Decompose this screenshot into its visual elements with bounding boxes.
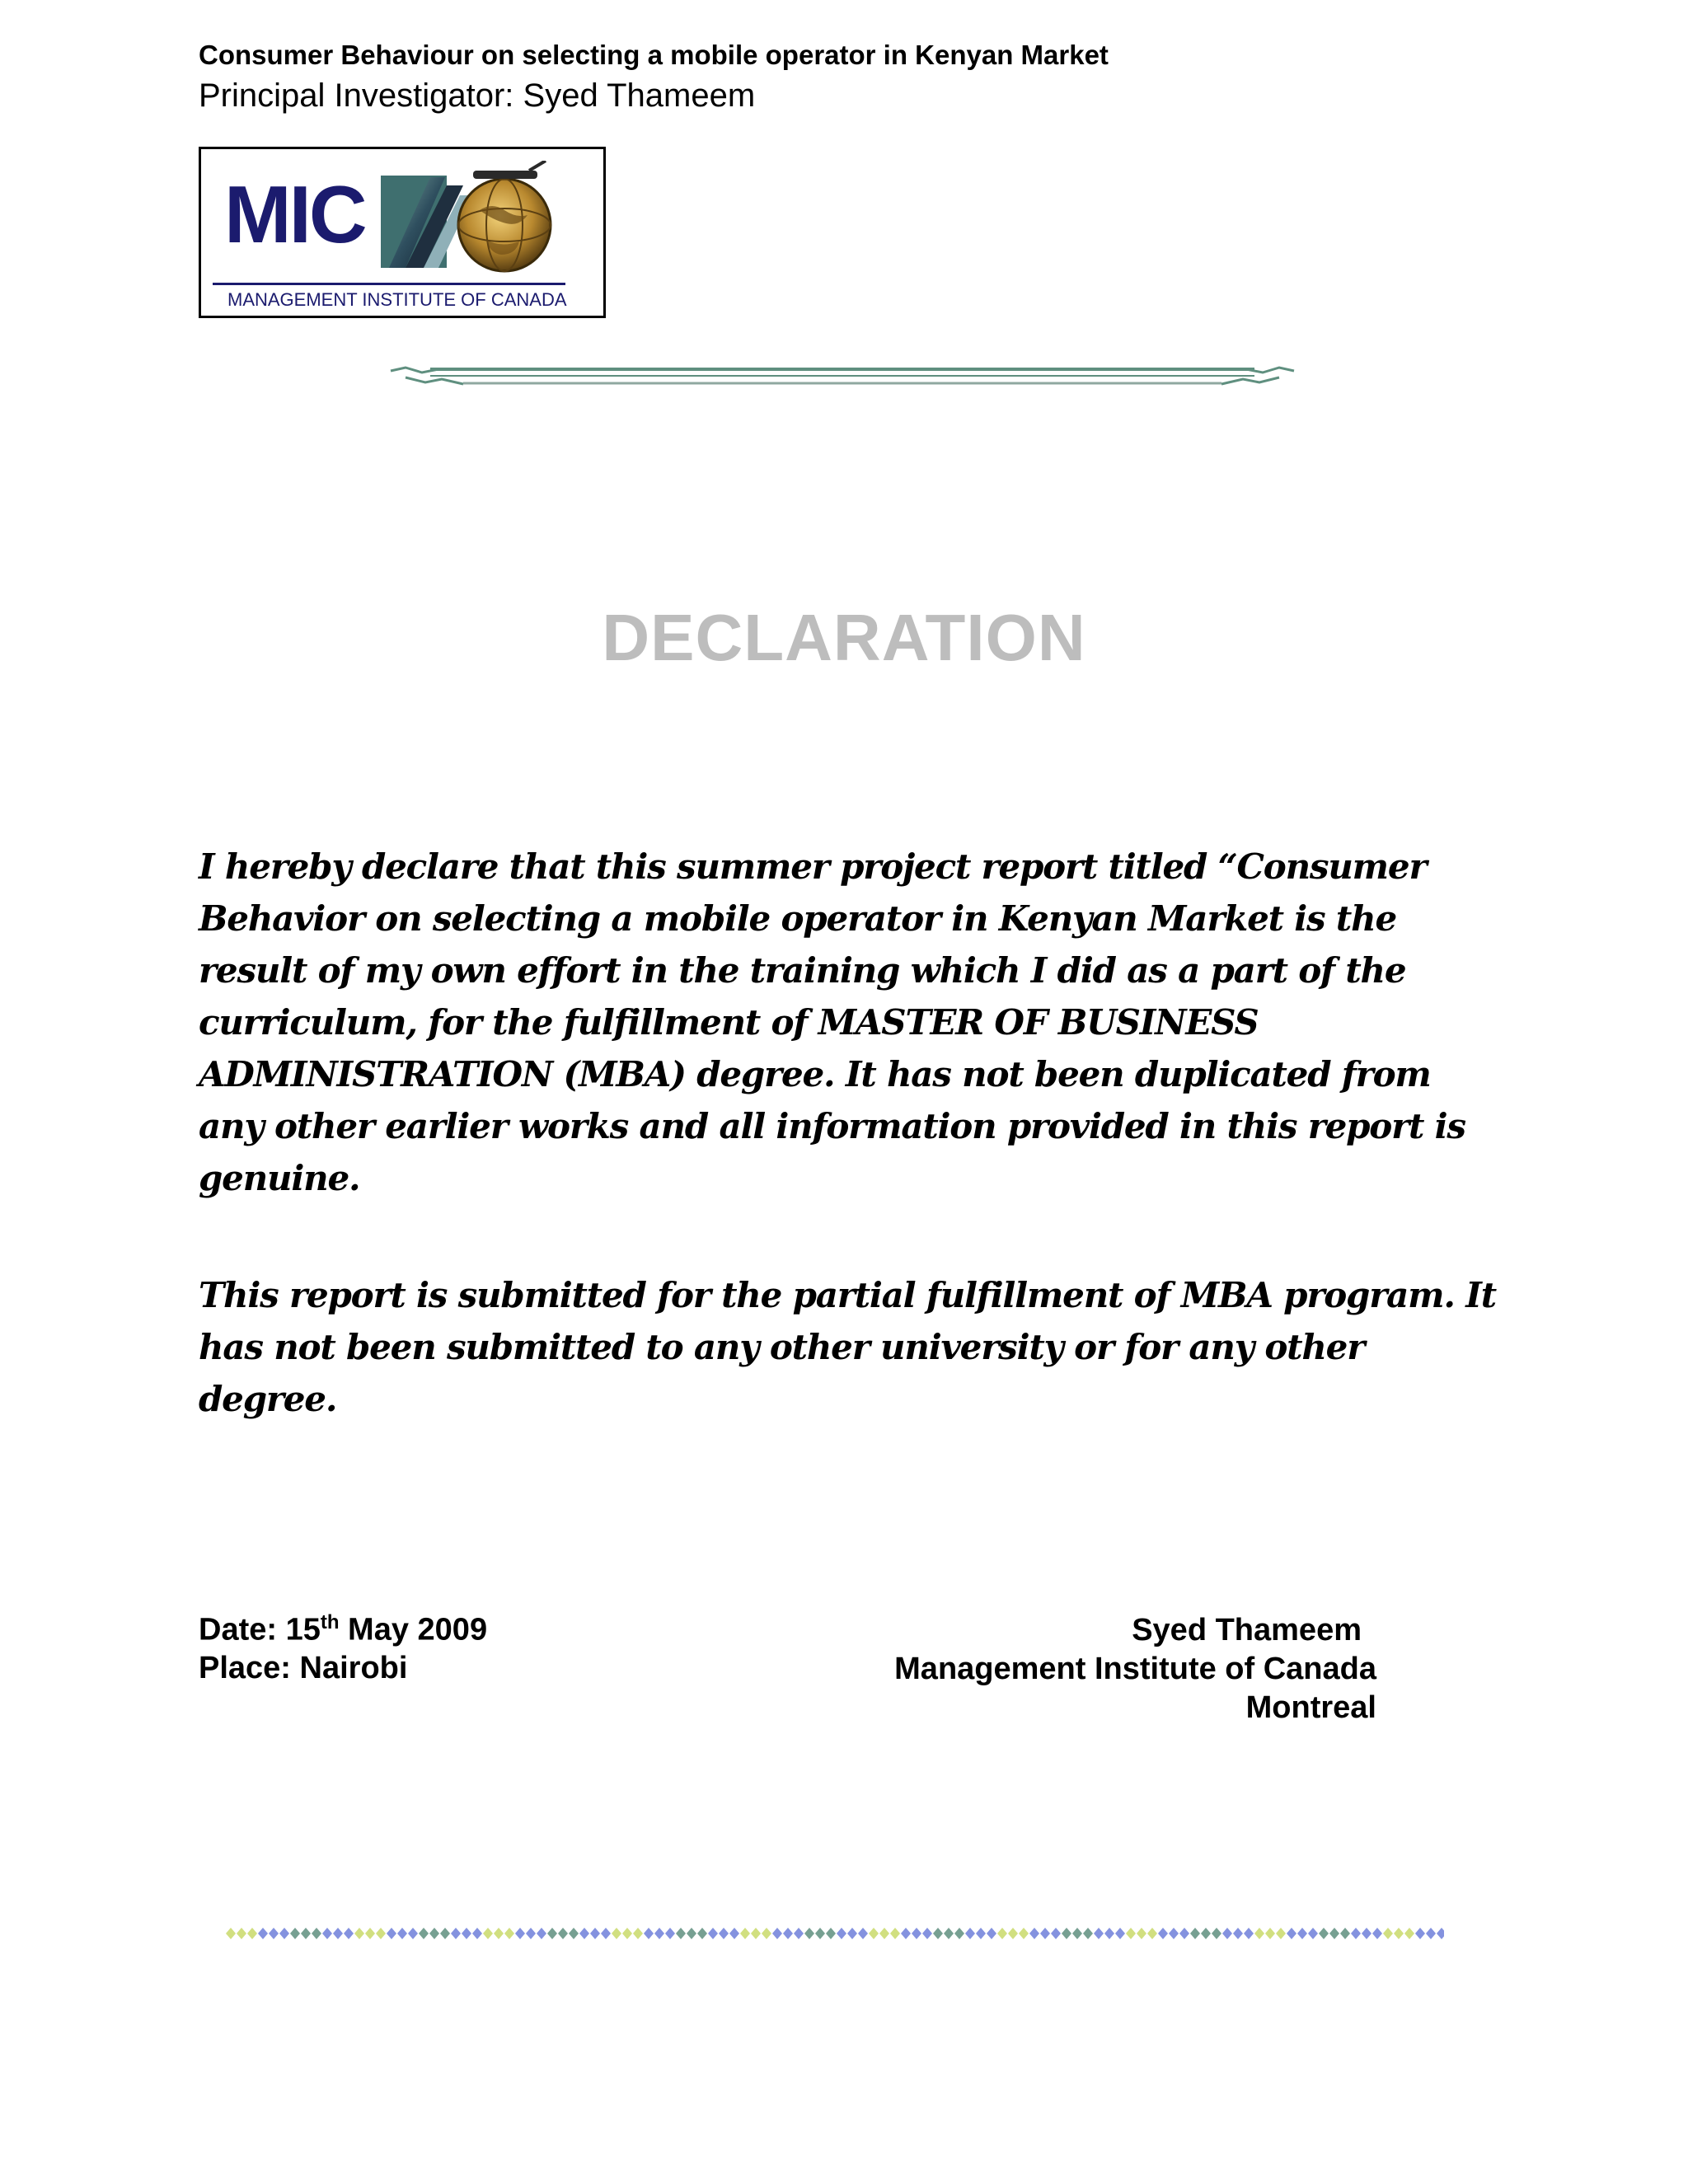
- diamond-mark: [354, 1928, 364, 1939]
- diamond-mark: [933, 1928, 943, 1939]
- diamond-mark: [633, 1928, 643, 1939]
- diamond-mark: [429, 1928, 439, 1939]
- diamond-mark: [644, 1928, 654, 1939]
- diamond-mark: [258, 1928, 268, 1939]
- diamond-mark: [301, 1928, 311, 1939]
- diamond-mark: [869, 1928, 879, 1939]
- diamond-mark: [1233, 1928, 1243, 1939]
- diamond-mark: [654, 1928, 664, 1939]
- principal-investigator: Principal Investigator: Syed Thameem: [199, 77, 756, 114]
- diamond-mark: [365, 1928, 375, 1939]
- diamond-mark: [1265, 1928, 1275, 1939]
- diamond-mark: [826, 1928, 836, 1939]
- diamond-mark: [740, 1928, 750, 1939]
- diamond-mark: [1083, 1928, 1093, 1939]
- diamond-mark: [622, 1928, 632, 1939]
- diamond-mark: [612, 1928, 621, 1939]
- diamond-mark: [1147, 1928, 1157, 1939]
- diamond-mark: [858, 1928, 868, 1939]
- diamond-mark: [1137, 1928, 1146, 1939]
- diamond-mark: [1415, 1928, 1425, 1939]
- diamond-mark: [901, 1928, 911, 1939]
- signatory-name: Syed Thameem: [1132, 1613, 1362, 1647]
- diamond-mark: [1190, 1928, 1200, 1939]
- diamond-mark: [987, 1928, 996, 1939]
- decorative-double-rule: [389, 361, 1296, 394]
- diamond-mark: [1040, 1928, 1050, 1939]
- diamond-mark: [1094, 1928, 1104, 1939]
- diamond-mark: [976, 1928, 986, 1939]
- diamond-mark: [1394, 1928, 1404, 1939]
- diamond-mark: [912, 1928, 921, 1939]
- diamond-mark: [772, 1928, 782, 1939]
- diamond-mark: [1437, 1928, 1444, 1939]
- diamond-mark: [1072, 1928, 1082, 1939]
- diamond-mark: [226, 1928, 236, 1939]
- diamond-mark: [472, 1928, 482, 1939]
- diamond-mark: [440, 1928, 450, 1939]
- logo-divider: [213, 283, 565, 285]
- diamond-mark: [1104, 1928, 1114, 1939]
- diamond-mark: [879, 1928, 889, 1939]
- diamond-mark: [1372, 1928, 1382, 1939]
- diamond-mark: [1276, 1928, 1286, 1939]
- diamond-mark: [237, 1928, 246, 1939]
- diamond-mark: [719, 1928, 729, 1939]
- diamond-mark: [837, 1928, 846, 1939]
- diamond-mark: [590, 1928, 600, 1939]
- diamond-mark: [1169, 1928, 1179, 1939]
- declaration-heading: DECLARATION: [602, 601, 1086, 674]
- diamond-mark: [890, 1928, 900, 1939]
- diamond-mark: [247, 1928, 257, 1939]
- diamond-mark: [515, 1928, 525, 1939]
- diamond-mark: [944, 1928, 954, 1939]
- diamond-mark: [333, 1928, 343, 1939]
- diamond-mark: [1126, 1928, 1136, 1939]
- diamond-mark: [537, 1928, 546, 1939]
- diamond-mark: [1062, 1928, 1071, 1939]
- logo-wordmark: MIC: [224, 169, 365, 260]
- submission-paragraph: This report is submitted for the partial fulfillment of MBA program. It has not been submitted to any other university or for any other degree.: [199, 1275, 1496, 1419]
- diamond-mark: [687, 1928, 696, 1939]
- diamond-mark: [922, 1928, 932, 1939]
- diamond-mark: [1254, 1928, 1264, 1939]
- logo-subtitle: MANAGEMENT INSTITUTE OF CANADA: [227, 289, 567, 310]
- signatory-city: Montreal: [1245, 1690, 1376, 1725]
- diamond-mark: [1426, 1928, 1436, 1939]
- diamond-mark: [847, 1928, 857, 1939]
- diamond-mark: [1212, 1928, 1221, 1939]
- diamond-mark: [965, 1928, 975, 1939]
- diamond-mark: [1201, 1928, 1211, 1939]
- date-line: [199, 1611, 487, 1648]
- diamond-mark: [1329, 1928, 1339, 1939]
- diamond-mark: [376, 1928, 386, 1939]
- diamond-mark: [1287, 1928, 1296, 1939]
- diamond-mark: [569, 1928, 579, 1939]
- diamond-mark: [601, 1928, 611, 1939]
- diamond-mark: [665, 1928, 675, 1939]
- diamond-mark: [1222, 1928, 1232, 1939]
- diamond-mark: [279, 1928, 289, 1939]
- place-line: Place: Nairobi: [199, 1651, 408, 1685]
- diamond-mark: [387, 1928, 396, 1939]
- diamond-mark: [1297, 1928, 1307, 1939]
- diamond-mark: [290, 1928, 300, 1939]
- diamond-mark: [762, 1928, 771, 1939]
- date-day: Date: 15: [199, 1612, 321, 1647]
- diamond-mark: [312, 1928, 321, 1939]
- diamond-mark: [483, 1928, 493, 1939]
- diamond-mark: [954, 1928, 964, 1939]
- decorative-diamond-border: [224, 1925, 1444, 1942]
- date-ordinal: th: [320, 1611, 340, 1633]
- diamond-mark: [1158, 1928, 1168, 1939]
- diamond-mark: [344, 1928, 354, 1939]
- diamond-mark: [1319, 1928, 1329, 1939]
- mic-logo: [199, 147, 606, 318]
- diamond-mark: [419, 1928, 429, 1939]
- diamond-mark: [1179, 1928, 1189, 1939]
- diamond-mark: [1244, 1928, 1254, 1939]
- diamond-mark: [804, 1928, 814, 1939]
- globe-icon: [381, 161, 579, 284]
- diamond-mark: [1340, 1928, 1350, 1939]
- diamond-mark: [729, 1928, 739, 1939]
- diamond-mark: [1308, 1928, 1318, 1939]
- diamond-mark: [547, 1928, 557, 1939]
- diamond-mark: [451, 1928, 461, 1939]
- diamond-mark: [1351, 1928, 1361, 1939]
- diamond-mark: [1029, 1928, 1039, 1939]
- diamond-mark: [269, 1928, 279, 1939]
- diamond-mark: [462, 1928, 471, 1939]
- signature-block: [894, 1611, 1376, 1727]
- diamond-mark: [815, 1928, 825, 1939]
- diamond-mark: [1019, 1928, 1029, 1939]
- diamond-mark: [1362, 1928, 1372, 1939]
- diamond-mark: [783, 1928, 793, 1939]
- diamond-mark: [1404, 1928, 1414, 1939]
- diamond-mark: [751, 1928, 761, 1939]
- diamond-mark: [1051, 1928, 1061, 1939]
- diamond-mark: [526, 1928, 536, 1939]
- diamond-mark: [697, 1928, 707, 1939]
- document-title: Consumer Behaviour on selecting a mobile operator in Kenyan Market: [199, 40, 1109, 70]
- diamond-mark: [676, 1928, 686, 1939]
- diamond-mark: [708, 1928, 718, 1939]
- diamond-mark: [794, 1928, 804, 1939]
- diamond-mark: [558, 1928, 568, 1939]
- diamond-mark: [397, 1928, 407, 1939]
- diamond-mark: [1008, 1928, 1018, 1939]
- diamond-mark: [1115, 1928, 1125, 1939]
- diamond-mark: [1383, 1928, 1393, 1939]
- diamond-mark: [408, 1928, 418, 1939]
- date-month-year: May 2009: [339, 1612, 488, 1647]
- diamond-mark: [579, 1928, 589, 1939]
- diamond-mark: [494, 1928, 504, 1939]
- diamond-mark: [322, 1928, 332, 1939]
- diamond-mark: [504, 1928, 514, 1939]
- signatory-institution: Management Institute of Canada: [894, 1652, 1376, 1686]
- diamond-mark: [997, 1928, 1007, 1939]
- declaration-paragraph: I hereby declare that this summer project report titled “Consumer Behavior on selecting a mobile operator in Kenyan Market is the result of my own effort in the training which I did as a part of the curriculum, for the fulfillment of MASTER OF BUSINESS ADMINISTRATION (MBA) degree. It has not been duplicated from any other earlier works and all information provided in this report is genuine.: [199, 846, 1465, 1198]
